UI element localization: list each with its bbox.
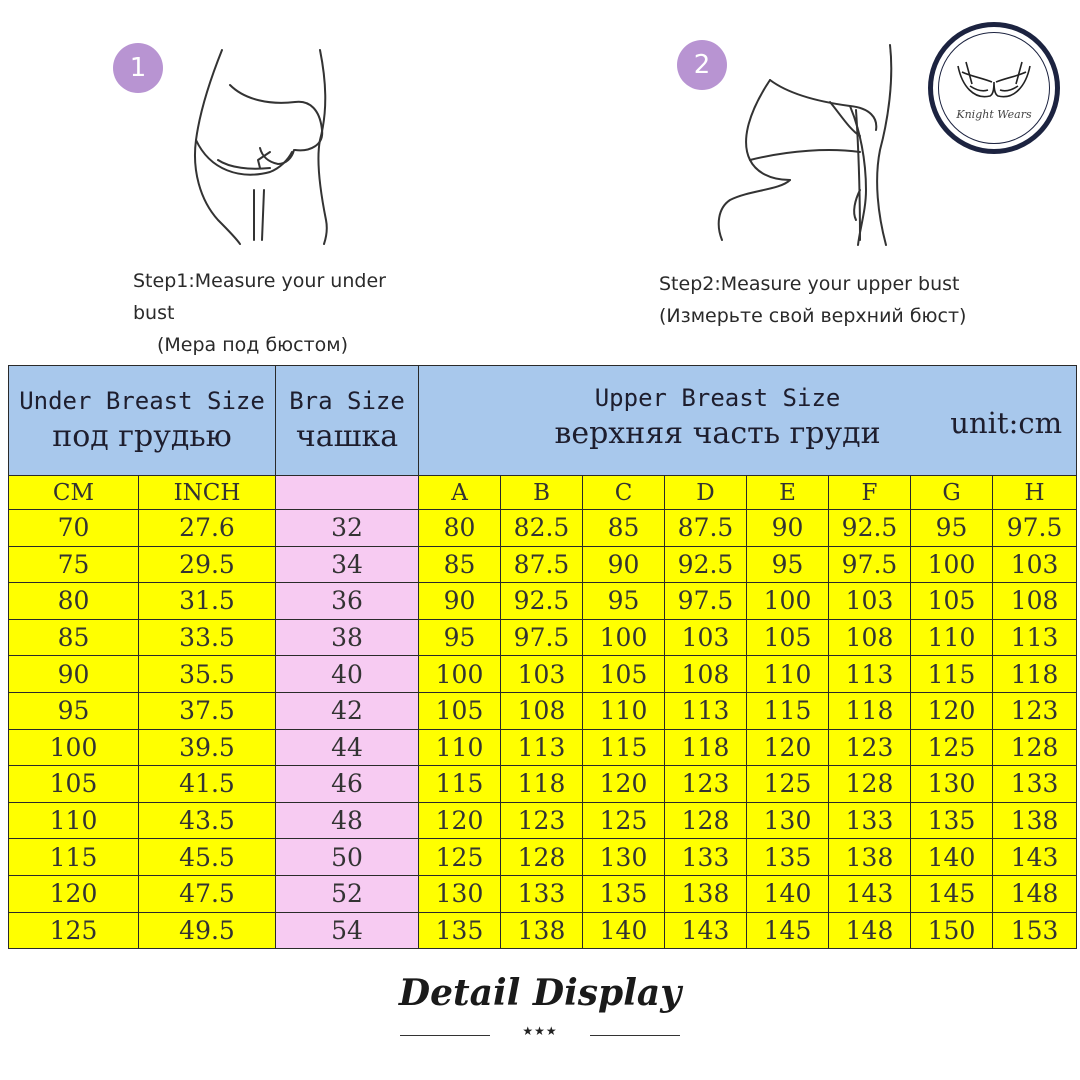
- table-cell: 120: [419, 802, 501, 839]
- table-cell: 143: [993, 839, 1077, 876]
- table-cell: 100: [419, 656, 501, 693]
- table-cell: 103: [665, 619, 747, 656]
- under-breast-label: Under Breast Size: [19, 387, 265, 415]
- table-cell: 90: [583, 546, 665, 583]
- table-cell: 115: [911, 656, 993, 693]
- table-cell: 128: [665, 802, 747, 839]
- subheader-cell: C: [583, 476, 665, 510]
- table-cell: 118: [501, 766, 583, 803]
- table-cell: 110: [911, 619, 993, 656]
- table-cell: 85: [419, 546, 501, 583]
- table-cell: 113: [993, 619, 1077, 656]
- under-breast-label-ru: под грудью: [52, 419, 232, 454]
- table-cell: 120: [9, 875, 139, 912]
- step-1-instructions: [133, 265, 423, 361]
- table-cell: 40: [276, 656, 419, 693]
- step-2-text: Step2:Measure your upper bust (Измерьте свой верхний бюст): [659, 273, 967, 327]
- table-cell: 145: [747, 912, 829, 949]
- table-cell: 133: [993, 766, 1077, 803]
- table-row: [9, 692, 1077, 729]
- table-cell: 90: [747, 510, 829, 547]
- table-cell: 123: [829, 729, 911, 766]
- table-cell: 95: [911, 510, 993, 547]
- table-cell: 70: [9, 510, 139, 547]
- subheader-cell: INCH: [139, 476, 276, 510]
- table-cell: 115: [747, 692, 829, 729]
- table-subheader-row: [9, 476, 1077, 510]
- bra-size-label-ru: чашка: [295, 419, 399, 454]
- unit-label: unit:cm: [950, 406, 1063, 440]
- step-1-number: 1: [129, 53, 147, 83]
- table-cell: 80: [9, 583, 139, 620]
- table-cell: 95: [9, 692, 139, 729]
- table-cell: 115: [419, 766, 501, 803]
- table-cell: 85: [583, 510, 665, 547]
- subheader-cell: A: [419, 476, 501, 510]
- table-cell: 143: [665, 912, 747, 949]
- table-cell: 82.5: [501, 510, 583, 547]
- table-cell: 37.5: [139, 692, 276, 729]
- table-cell: 92.5: [665, 546, 747, 583]
- table-cell: 97.5: [993, 510, 1077, 547]
- table-cell: 123: [993, 692, 1077, 729]
- divider-stars: ★★★: [522, 1024, 558, 1038]
- table-row: [9, 546, 1077, 583]
- table-cell: 133: [665, 839, 747, 876]
- table-cell: 133: [829, 802, 911, 839]
- table-cell: 42: [276, 692, 419, 729]
- table-cell: 118: [665, 729, 747, 766]
- subheader-cell: B: [501, 476, 583, 510]
- table-cell: 105: [747, 619, 829, 656]
- divider-line-right: [590, 1035, 680, 1036]
- table-row: [9, 766, 1077, 803]
- table-cell: 47.5: [139, 875, 276, 912]
- table-cell: 100: [583, 619, 665, 656]
- table-cell: 118: [829, 692, 911, 729]
- table-cell: 108: [993, 583, 1077, 620]
- table-cell: 100: [747, 583, 829, 620]
- table-cell: 90: [9, 656, 139, 693]
- brand-logo: [928, 22, 1060, 154]
- step-1-text-ru: (Мера под бюстом): [157, 334, 349, 356]
- table-cell: 108: [665, 656, 747, 693]
- bra-size-header: [276, 366, 419, 476]
- table-body: [9, 476, 1077, 949]
- table-cell: 113: [501, 729, 583, 766]
- table-cell: 27.6: [139, 510, 276, 547]
- table-cell: 35.5: [139, 656, 276, 693]
- step-2-instructions: [659, 268, 999, 332]
- table-cell: 130: [583, 839, 665, 876]
- table-cell: 38: [276, 619, 419, 656]
- table-cell: 110: [583, 692, 665, 729]
- table-cell: 150: [911, 912, 993, 949]
- table-cell: 75: [9, 546, 139, 583]
- table-cell: 138: [829, 839, 911, 876]
- table-cell: 145: [911, 875, 993, 912]
- table-cell: 120: [747, 729, 829, 766]
- subheader-cell: D: [665, 476, 747, 510]
- table-row: [9, 839, 1077, 876]
- table-cell: 54: [276, 912, 419, 949]
- table-cell: 32: [276, 510, 419, 547]
- table-cell: 31.5: [139, 583, 276, 620]
- table-cell: 130: [747, 802, 829, 839]
- table-cell: 153: [993, 912, 1077, 949]
- subheader-cell: [276, 476, 419, 510]
- table-cell: 118: [993, 656, 1077, 693]
- table-cell: 128: [829, 766, 911, 803]
- table-cell: 143: [829, 875, 911, 912]
- table-cell: 29.5: [139, 546, 276, 583]
- table-cell: 125: [419, 839, 501, 876]
- subheader-cell: H: [993, 476, 1077, 510]
- upper-breast-label-ru: верхняя часть груди: [554, 416, 881, 451]
- subheader-cell: G: [911, 476, 993, 510]
- table-cell: 87.5: [501, 546, 583, 583]
- table-cell: 92.5: [501, 583, 583, 620]
- table-cell: 105: [583, 656, 665, 693]
- subheader-cell: CM: [9, 476, 139, 510]
- table-cell: 135: [419, 912, 501, 949]
- table-cell: 140: [911, 839, 993, 876]
- table-cell: 115: [9, 839, 139, 876]
- step-1-badge: [113, 43, 163, 93]
- table-cell: 135: [747, 839, 829, 876]
- table-row: [9, 729, 1077, 766]
- table-cell: 92.5: [829, 510, 911, 547]
- table-cell: 130: [911, 766, 993, 803]
- table-header-row: [9, 366, 1077, 476]
- detail-display-heading: Detail Display: [398, 972, 682, 1014]
- table-cell: 113: [829, 656, 911, 693]
- subheader-cell: F: [829, 476, 911, 510]
- table-cell: 103: [829, 583, 911, 620]
- step-1-text: Step1:Measure your under bust: [133, 270, 386, 324]
- table-cell: 125: [747, 766, 829, 803]
- table-cell: 108: [501, 692, 583, 729]
- table-row: [9, 510, 1077, 547]
- table-cell: 50: [276, 839, 419, 876]
- table-cell: 97.5: [665, 583, 747, 620]
- table-row: [9, 583, 1077, 620]
- table-cell: 108: [829, 619, 911, 656]
- table-cell: 46: [276, 766, 419, 803]
- table-cell: 110: [9, 802, 139, 839]
- table-cell: 110: [419, 729, 501, 766]
- table-cell: 138: [501, 912, 583, 949]
- table-cell: 52: [276, 875, 419, 912]
- table-cell: 140: [583, 912, 665, 949]
- table-row: [9, 912, 1077, 949]
- table-row: [9, 802, 1077, 839]
- table-cell: 120: [911, 692, 993, 729]
- table-cell: 115: [583, 729, 665, 766]
- table-cell: 97.5: [501, 619, 583, 656]
- table-cell: 135: [911, 802, 993, 839]
- table-cell: 135: [583, 875, 665, 912]
- table-cell: 128: [501, 839, 583, 876]
- table-cell: 87.5: [665, 510, 747, 547]
- logo-ring: [938, 32, 1050, 144]
- bra-size-label: Bra Size: [289, 387, 405, 415]
- table-cell: 125: [9, 912, 139, 949]
- table-cell: 33.5: [139, 619, 276, 656]
- table-cell: 45.5: [139, 839, 276, 876]
- table-row: [9, 875, 1077, 912]
- table-cell: 110: [747, 656, 829, 693]
- table-cell: 39.5: [139, 729, 276, 766]
- table-row: [9, 619, 1077, 656]
- table-cell: 103: [993, 546, 1077, 583]
- table-row: [9, 656, 1077, 693]
- table-cell: 148: [993, 875, 1077, 912]
- under-bust-measure-illustration: [170, 40, 400, 245]
- table-cell: 128: [993, 729, 1077, 766]
- table-cell: 125: [911, 729, 993, 766]
- table-cell: 123: [665, 766, 747, 803]
- table-cell: 95: [583, 583, 665, 620]
- table-cell: 44: [276, 729, 419, 766]
- table-cell: 85: [9, 619, 139, 656]
- table-cell: 105: [911, 583, 993, 620]
- table-cell: 90: [419, 583, 501, 620]
- table-cell: 49.5: [139, 912, 276, 949]
- table-cell: 36: [276, 583, 419, 620]
- table-cell: 133: [501, 875, 583, 912]
- table-cell: 95: [747, 546, 829, 583]
- table-cell: 103: [501, 656, 583, 693]
- table-cell: 130: [419, 875, 501, 912]
- under-breast-header: [9, 366, 276, 476]
- logo-text: Knight Wears: [956, 107, 1032, 121]
- table-cell: 95: [419, 619, 501, 656]
- table-cell: 48: [276, 802, 419, 839]
- table-cell: 100: [911, 546, 993, 583]
- table-cell: 125: [583, 802, 665, 839]
- table-cell: 123: [501, 802, 583, 839]
- table-cell: 105: [419, 692, 501, 729]
- table-cell: 113: [665, 692, 747, 729]
- table-cell: 97.5: [829, 546, 911, 583]
- table-cell: 34: [276, 546, 419, 583]
- table-cell: 140: [747, 875, 829, 912]
- table-cell: 138: [665, 875, 747, 912]
- subheader-cell: E: [747, 476, 829, 510]
- table-cell: 43.5: [139, 802, 276, 839]
- table-cell: 41.5: [139, 766, 276, 803]
- table-cell: 105: [9, 766, 139, 803]
- step-2-number: 2: [693, 50, 711, 80]
- table-cell: 100: [9, 729, 139, 766]
- upper-breast-label: Upper Breast Size: [594, 384, 841, 412]
- table-cell: 80: [419, 510, 501, 547]
- size-chart-table: [8, 365, 1077, 949]
- table-cell: 148: [829, 912, 911, 949]
- heading-divider: [400, 1024, 680, 1040]
- upper-breast-header: [419, 366, 1077, 476]
- table-cell: 138: [993, 802, 1077, 839]
- table-cell: 120: [583, 766, 665, 803]
- upper-bust-measure-illustration: [710, 40, 910, 250]
